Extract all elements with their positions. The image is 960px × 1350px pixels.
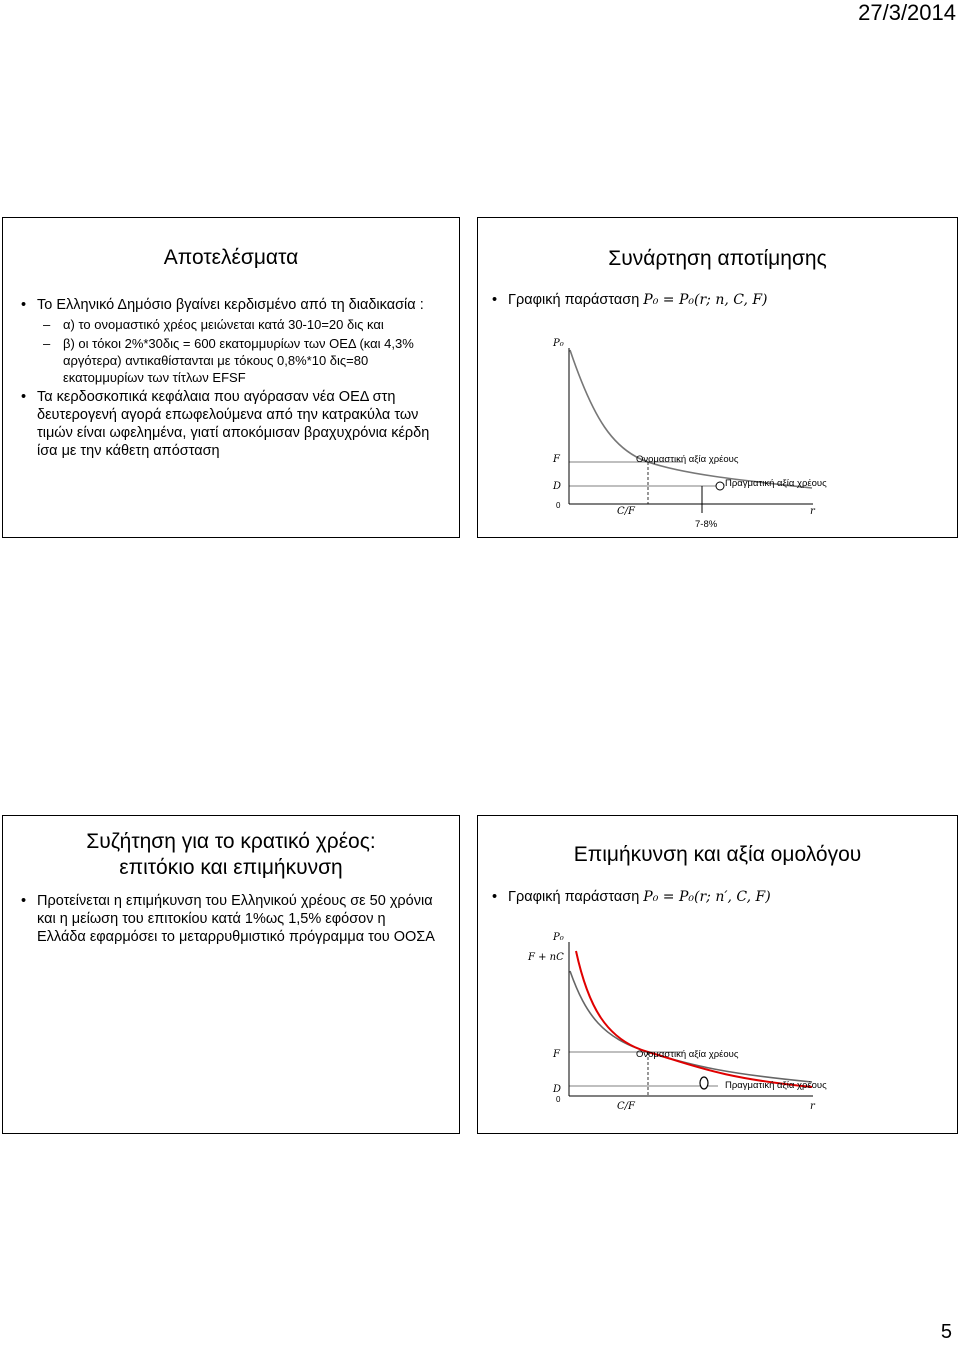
slide-title: Αποτελέσματα — [163, 246, 299, 269]
formula: P₀ = P₀(r; n, C, F) — [643, 292, 768, 308]
slide-title — [3, 829, 459, 881]
label-zero: 0 — [556, 1095, 561, 1104]
slide-title-line1: Συζήτηση για το κρατικό χρέος: — [86, 830, 376, 853]
bullet: • Τα κερδοσκοπικά κεφάλαια που αγόρασαν νέα ΟΕΔ στη δευτερογενή αγορά επωφελούμενα από την κατρακύλα των τιμών είναι ωφελημένα, γιατί αποκόμισαν βραχυχρόνια κέρδη ίσα με την κάθετη απόσταση — [15, 388, 435, 460]
slide-body — [15, 892, 435, 948]
label-zero: 0 — [556, 501, 561, 510]
page-number: 5 — [940, 1321, 952, 1343]
slide-maturity-extension — [477, 815, 958, 1134]
sub-bullet: – β) οι τόκοι 2%*30δις = 600 εκατομμυρίων των ΟΕΔ (και 4,3% αργότερα) αντικαθίστανται με τόκους 0,8%*10 δις=80 εκατομμυρίων των τίτλων EFSF — [15, 335, 435, 386]
label-D: D — [553, 1084, 562, 1095]
slide-title: Επιμήκυνση και αξία ομολόγου — [573, 843, 862, 866]
slide-title: Συνάρτηση αποτίμησης — [608, 247, 827, 270]
label-real-value: Πραγματική αξία χρέους — [725, 1080, 827, 1091]
curve-point-marker — [716, 482, 724, 490]
price-curve-extended — [576, 951, 812, 1087]
label-F: F — [553, 1049, 560, 1060]
label-r: r — [810, 1101, 815, 1112]
bullet: • Προτείνεται η επιμήκυνση του Ελληνικού χρέους σε 50 χρόνια και η μείωση του επιτοκίου κατά 1%ως 1,5% εφόσον η Ελλάδα εφαρμόσει το μεταρρυθμιστικό πρόγραμμα του ΟΟΣΑ — [15, 892, 435, 946]
label-nominal-value: Ονομαστική αξία χρέους — [636, 1049, 739, 1060]
label-range: 7-8% — [695, 519, 718, 530]
bullet: • Το Ελληνικό Δημόσιο βγαίνει κερδισμένο από τη διαδικασία : — [15, 296, 435, 314]
bullet-text: Γραφική παράσταση — [508, 292, 640, 308]
label-cf: C/F — [617, 506, 635, 517]
formula: P₀ = P₀(r; n′, C, F) — [643, 889, 771, 905]
slide-debt-discussion — [2, 815, 460, 1134]
slide-body — [15, 296, 435, 462]
label-F-plus-nC: F + nC — [528, 952, 564, 963]
label-r: r — [810, 506, 815, 517]
slide-valuation-function — [477, 217, 958, 538]
valuation-chart — [478, 218, 958, 539]
date-header: 27/3/2014 — [858, 0, 956, 25]
y-axis-label: P₀ — [553, 338, 564, 349]
slide-results — [2, 217, 460, 538]
label-nominal-value: Ονομαστική αξία χρέους — [636, 454, 739, 465]
bullet-text: Γραφική παράσταση — [508, 889, 640, 905]
price-curve — [570, 350, 812, 488]
y-axis-label: P₀ — [553, 932, 564, 943]
label-real-value: Πραγματική αξία χρέους — [725, 478, 827, 489]
curve-point-marker — [700, 1077, 708, 1089]
sub-bullet: – α) το ονομαστικό χρέος μειώνεται κατά 30-10=20 δις και — [15, 316, 435, 333]
extension-chart — [478, 816, 958, 1135]
slide-title-line2: επιτόκιο και επιμήκυνση — [119, 856, 343, 879]
label-cf: C/F — [617, 1101, 635, 1112]
label-D: D — [553, 481, 562, 492]
label-F: F — [553, 454, 560, 465]
